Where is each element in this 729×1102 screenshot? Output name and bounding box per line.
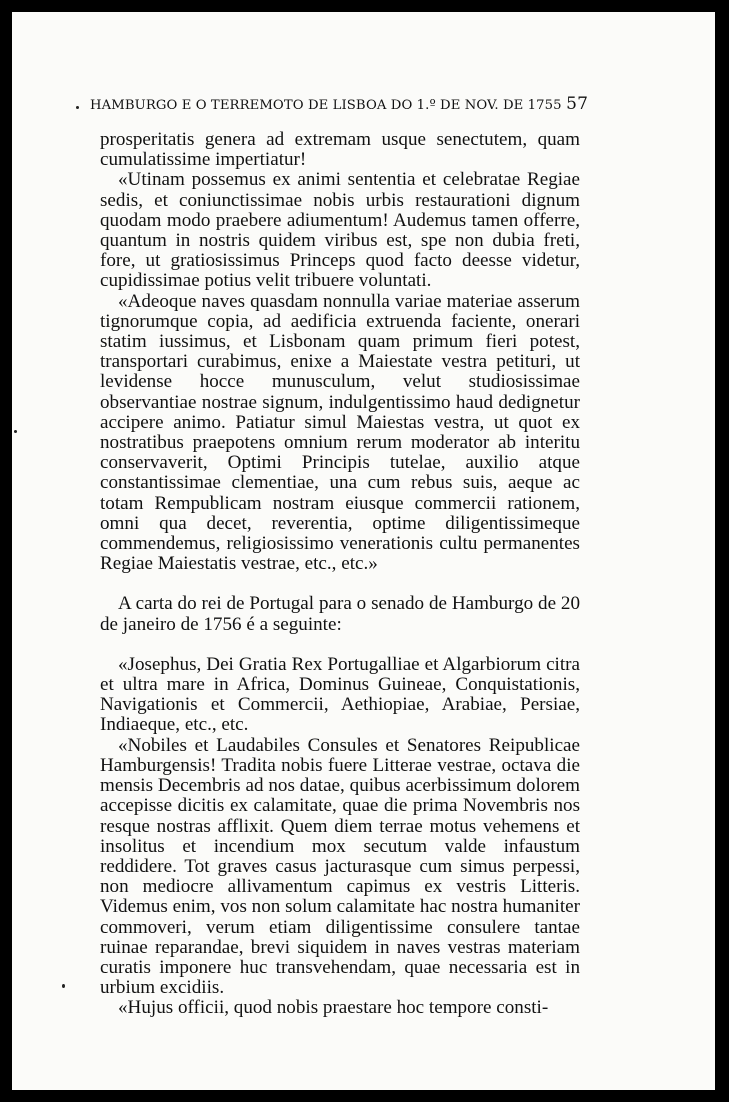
body-text [100,130,580,1019]
paragraph-3: «Adeoque naves quasdam nonnulla variae materiae asserum tignorumque copia, ad aedificia extruenda faciente, onerari statim iussimus, et Lisbonam quam primum fieri potest, transportari curabimus, enixe a Maiestate vestra petituri, ut levidense hocce munusculum, velut studiosissimae observantiae nostrae signum, indulgentissimo haud dedignetur accipere animo. Patiatur simul Maiestas vestra, ut quot ex nostratibus praepotens omnium rerum moderator ab interitu conservaverit, Optimi Principis tutelae, auxilio atque constantissimae clementiae, una cum rebus suis, aeque ac totam Rempublicam nostram eiusque commercii rationem, omni qua decet, reverentia, optime diligentissimeque commendemus, religiosissimo venerationis cultu permanentes Regiae Maiestatis vestrae, etc., etc.» [100,290,580,575]
paragraph-6: «Nobiles et Laudabiles Consules et Senatores Reipublicae Hamburgensis! Tradita nobis fuere Litterae vestrae, octava die mensis Decembris ad nos datae, quibus acerbissimum dolorem accepisse dicitis ex calamitate, quae die prima Novembris nos resque nostras afflixit. Quem diem terrae motus vehemens et insolitus et incendium mox secutum valde infaustum reddidere. Tot graves casus jacturasque cum simus perpessi, non mediocre allivamentum capimus ex vestris Litteris. Videmus enim, vos non solum calamitate hac nostra humaniter commoveri, verum etiam diligentissime consulere tantae ruinae reparandae, brevi siquidem in naves vestras materiam curatis imponere huc transvehendam, quae necessaria est in urbium excidiis. [100,734,580,999]
book-page [12,12,715,1090]
running-title: HAMBURGO E O TERREMOTO DE LISBOA DO 1.º DE NOV. DE 1755 [90,98,562,113]
paragraph-1: prosperitatis genera ad extremam usque senectutem, quam cumulatissime impertiatur! [100,129,580,171]
page-number: 57 [566,94,588,114]
paragraph-5: «Josephus, Dei Gratia Rex Portugalliae et Algarbiorum citra et ultra mare in Africa, Dominus Guineae, Conquistationis, Navigationis et Commercii, Aethiopiae, Arabiae, Persiae, Indiaeque, etc., etc. [100,653,580,736]
ink-speck [14,430,17,433]
ink-speck [76,106,79,109]
paragraph-2: «Utinam possemus ex animi sententia et celebratae Regiae sedis, et coniunctissimae nobis urbis restaurationi dignum quodam modo praebere adiumentum! Audemus tamen offerre, quantum in nostris quidem viribus est, spe non dubia freti, fore, ut gratiosissimus Princeps quod facto deesse videtur, cupidissimae potius velit tribuere voluntati. [100,169,580,292]
running-header [90,94,588,114]
paragraph-7: «Hujus officii, quod nobis praestare hoc tempore consti- [118,997,549,1019]
paragraph-4: A carta do rei de Portugal para o senado de Hamburgo de 20 de janeiro de 1756 é a seguinte: [100,593,580,635]
ink-speck [62,984,65,988]
